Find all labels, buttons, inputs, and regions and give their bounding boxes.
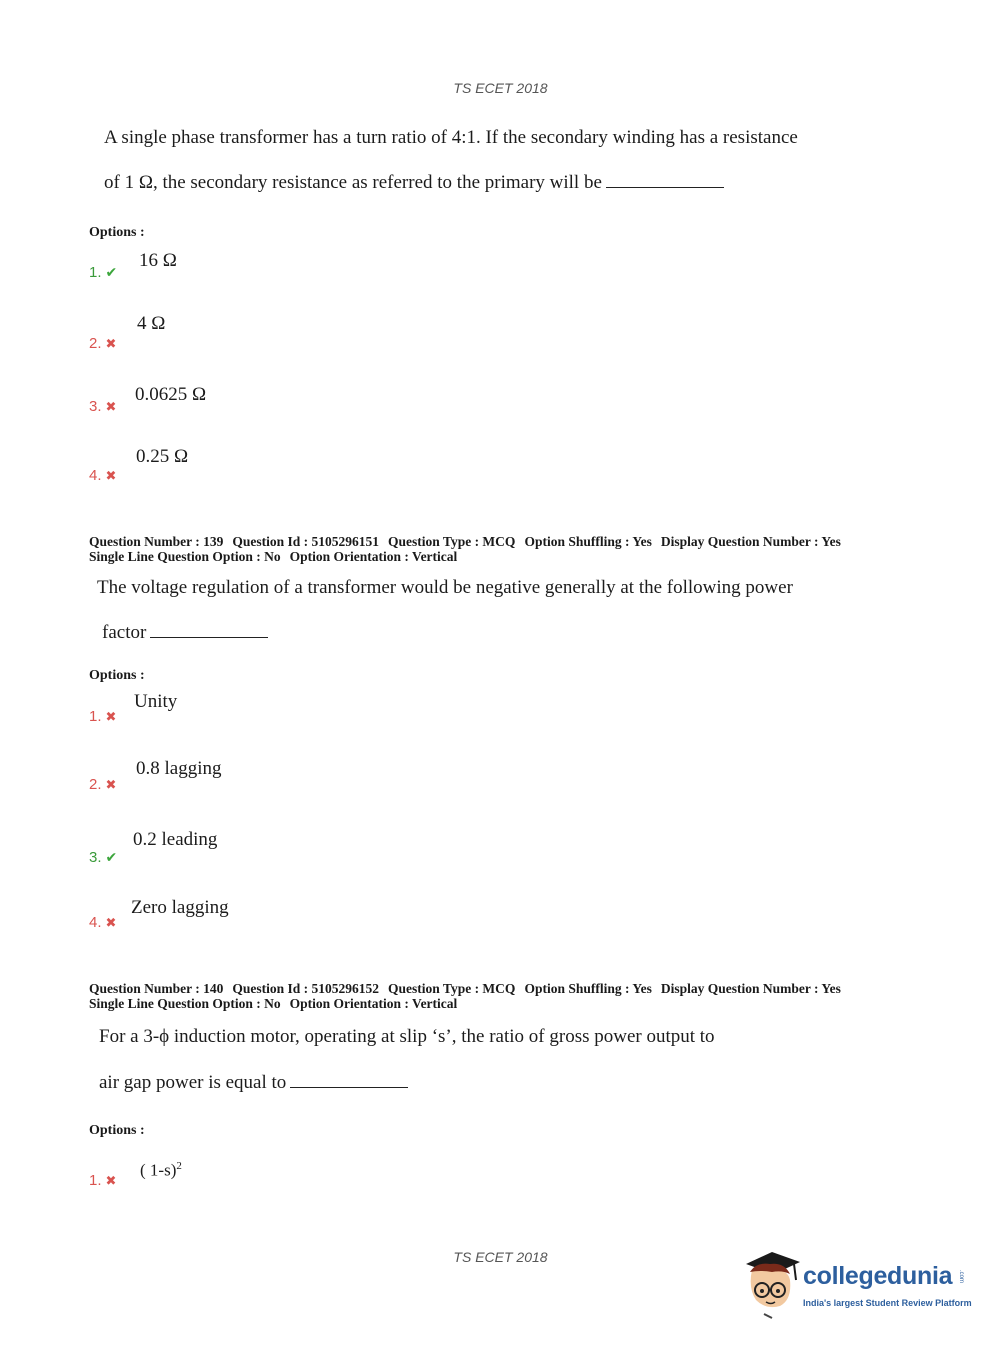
options-label: Options : bbox=[89, 225, 145, 240]
question-139-meta-line1: Question Number : 139 Question Id : 5105296151 Question Type : MCQ Option Shuffling : Yes Display Question Number : Yes bbox=[89, 534, 841, 549]
option-3-marker: 3. ✖ bbox=[89, 398, 117, 415]
options-label: Options : bbox=[89, 1123, 145, 1138]
cross-icon: ✖ bbox=[105, 1173, 117, 1188]
option-3-text: 0.2 leading bbox=[133, 829, 218, 850]
question-139-meta-line2: Single Line Question Option : No Option Orientation : Vertical bbox=[89, 549, 458, 564]
option-1-marker: 1. ✖ bbox=[89, 708, 117, 725]
logo-dotcom: .com bbox=[958, 1270, 964, 1284]
question-139-text-line1: The voltage regulation of a transformer would be negative generally at the following power bbox=[97, 577, 793, 598]
mascot-icon bbox=[742, 1248, 804, 1320]
question-138-text-line2: of 1 Ω, the secondary resistance as referred to the primary will be bbox=[104, 172, 724, 194]
page-footer-title: TS ECET 2018 bbox=[453, 1249, 548, 1265]
option-1-text: ( 1-s)$^2$ bbox=[140, 1160, 182, 1180]
option-2-marker: 2. ✖ bbox=[89, 335, 117, 352]
option-1-text: Unity bbox=[134, 691, 178, 712]
option-2-text: 4 Ω bbox=[137, 313, 166, 334]
option-4-marker: 4. ✖ bbox=[89, 467, 117, 484]
option-1-marker: 1. ✔ bbox=[89, 264, 118, 281]
option-3-marker: 3. ✔ bbox=[89, 849, 118, 866]
question-138-text-line1: A single phase transformer has a turn ratio of 4:1. If the secondary winding has a resistance bbox=[104, 127, 798, 148]
option-3-text: 0.0625 Ω bbox=[135, 384, 207, 405]
cross-icon: ✖ bbox=[105, 399, 117, 414]
check-icon: ✔ bbox=[105, 849, 118, 865]
option-4-marker: 4. ✖ bbox=[89, 914, 117, 931]
cross-icon: ✖ bbox=[105, 709, 117, 724]
cross-icon: ✖ bbox=[105, 336, 117, 351]
options-label: Options : bbox=[89, 668, 145, 683]
check-icon: ✔ bbox=[105, 264, 118, 280]
option-4-text: Zero lagging bbox=[131, 897, 229, 918]
option-1-text: 16 Ω bbox=[139, 250, 177, 271]
logo-tagline: India's largest Student Review Platform bbox=[803, 1298, 972, 1308]
answer-blank bbox=[290, 1073, 408, 1088]
question-140-text-line1: For a 3-ϕ induction motor, operating at slip ‘s’, the ratio of gross power output to bbox=[99, 1026, 715, 1047]
question-140-meta-line1: Question Number : 140 Question Id : 5105296152 Question Type : MCQ Option Shuffling : Yes Display Question Number : Yes bbox=[89, 981, 841, 996]
option-2-marker: 2. ✖ bbox=[89, 776, 117, 793]
option-2-text: 0.8 lagging bbox=[136, 758, 222, 779]
question-140-meta-line2: Single Line Question Option : No Option Orientation : Vertical bbox=[89, 996, 458, 1011]
question-139-text-line2: factor bbox=[102, 622, 268, 644]
page-header-title: TS ECET 2018 bbox=[453, 80, 548, 96]
answer-blank bbox=[606, 173, 724, 188]
option-1-marker: 1. ✖ bbox=[89, 1172, 117, 1189]
logo-wordmark: collegedunia bbox=[803, 1262, 953, 1290]
cross-icon: ✖ bbox=[105, 915, 117, 930]
question-140-text-line2: air gap power is equal to bbox=[99, 1072, 408, 1094]
cross-icon: ✖ bbox=[105, 777, 117, 792]
option-4-text: 0.25 Ω bbox=[136, 446, 189, 467]
cross-icon: ✖ bbox=[105, 468, 117, 483]
answer-blank bbox=[150, 623, 268, 638]
